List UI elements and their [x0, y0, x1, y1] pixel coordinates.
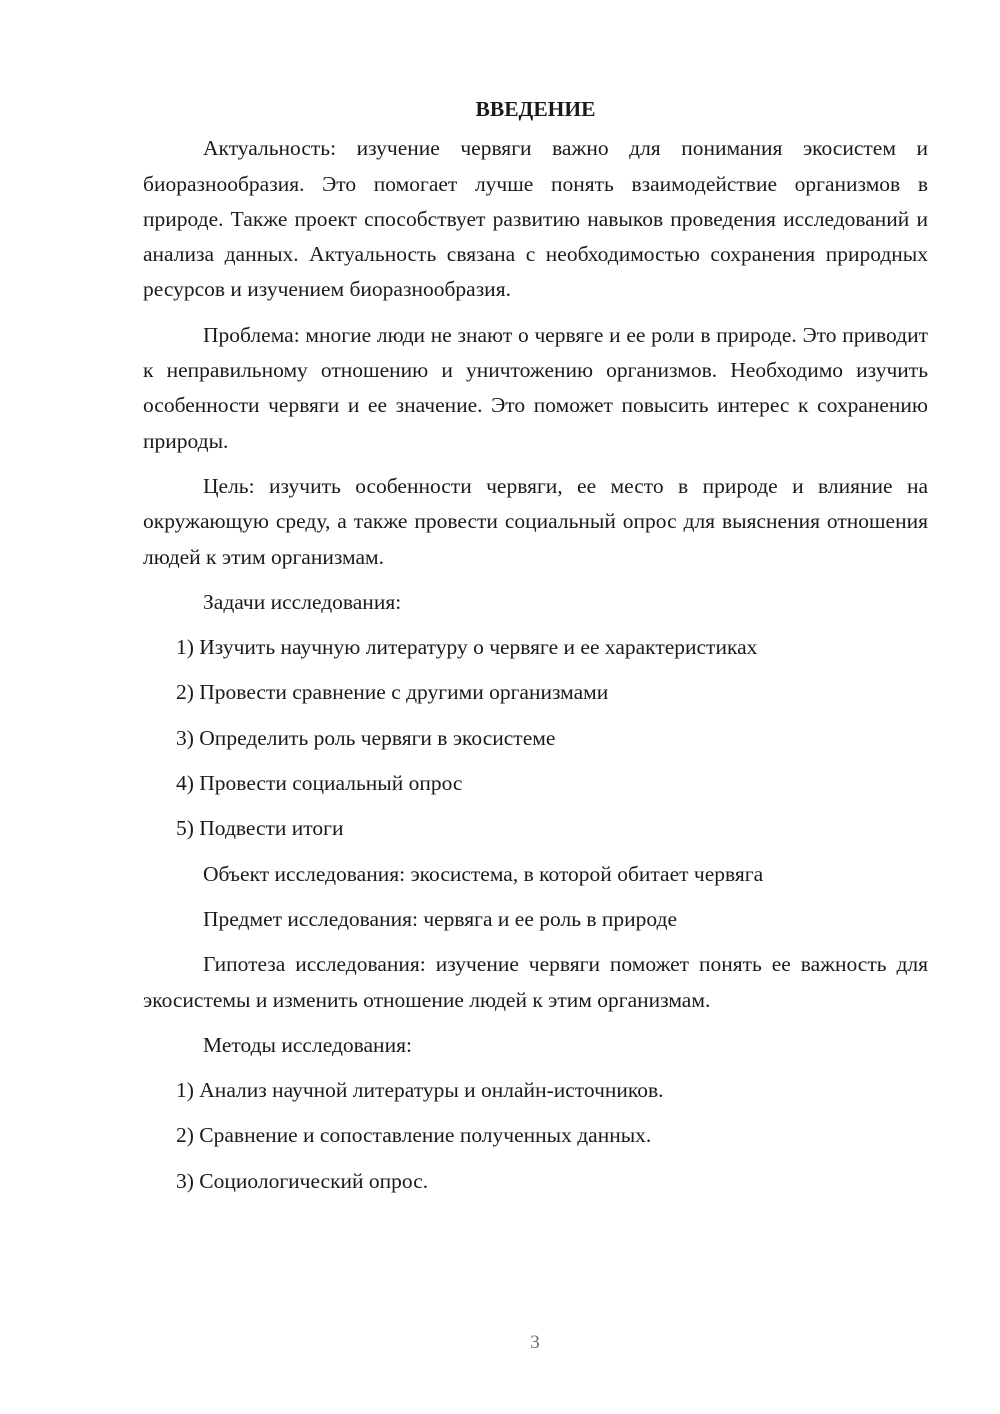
- tasks-title: Задачи исследования:: [203, 589, 402, 614]
- task-item: 5) Подвести итоги: [176, 816, 344, 841]
- task-item: 3) Определить роль червяги в экосистеме: [176, 725, 556, 750]
- methods-title: Методы исследования:: [203, 1032, 412, 1057]
- task-item: 1) Изучить научную литературу о червяге и ее характеристиках: [176, 635, 758, 660]
- hypothesis-paragraph: Гипотеза исследования: изучение червяги поможет понять ее важность для экосистемы и изменить отношение людей к этим организмам.: [143, 952, 928, 1012]
- object-paragraph: Объект исследования: экосистема, в которой обитает червяга: [203, 861, 764, 886]
- document-page: [143, 92, 928, 1209]
- page-number: 3: [530, 1332, 540, 1353]
- goal-paragraph: Цель: изучить особенности червяги, ее место в природе и влияние на окружающую среду, а также провести социальный опрос для выяснения отношения людей к этим организмам.: [143, 473, 928, 569]
- task-item: 4) Провести социальный опрос: [176, 771, 463, 796]
- section-heading: ВВЕДЕНИЕ: [475, 97, 596, 121]
- subject-paragraph: Предмет исследования: червяга и ее роль в природе: [203, 906, 678, 931]
- method-item: 2) Сравнение и сопоставление полученных данных.: [176, 1123, 652, 1148]
- relevance-paragraph: Актуальность: изучение червяги важно для понимания экосистем и биоразнообразия. Это помогает лучше понять взаимодействие организмов в природе. Также проект способствует развитию навыков проведения исследований и анализа данных. Актуальность связана с необходимостью сохранения природных ресурсов и изучением биоразнообразия.: [143, 136, 928, 302]
- task-item: 2) Провести сравнение с другими организмами: [176, 680, 609, 705]
- method-item: 3) Социологический опрос.: [176, 1168, 429, 1193]
- problem-paragraph: Проблема: многие люди не знают о червяге и ее роли в природе. Это приводит к неправильному отношению и уничтожению организмов. Необходимо изучить особенности червяги и ее значение. Это поможет повысить интерес к сохранению природы.: [143, 322, 928, 453]
- method-item: 1) Анализ научной литературы и онлайн-источников.: [176, 1078, 664, 1103]
